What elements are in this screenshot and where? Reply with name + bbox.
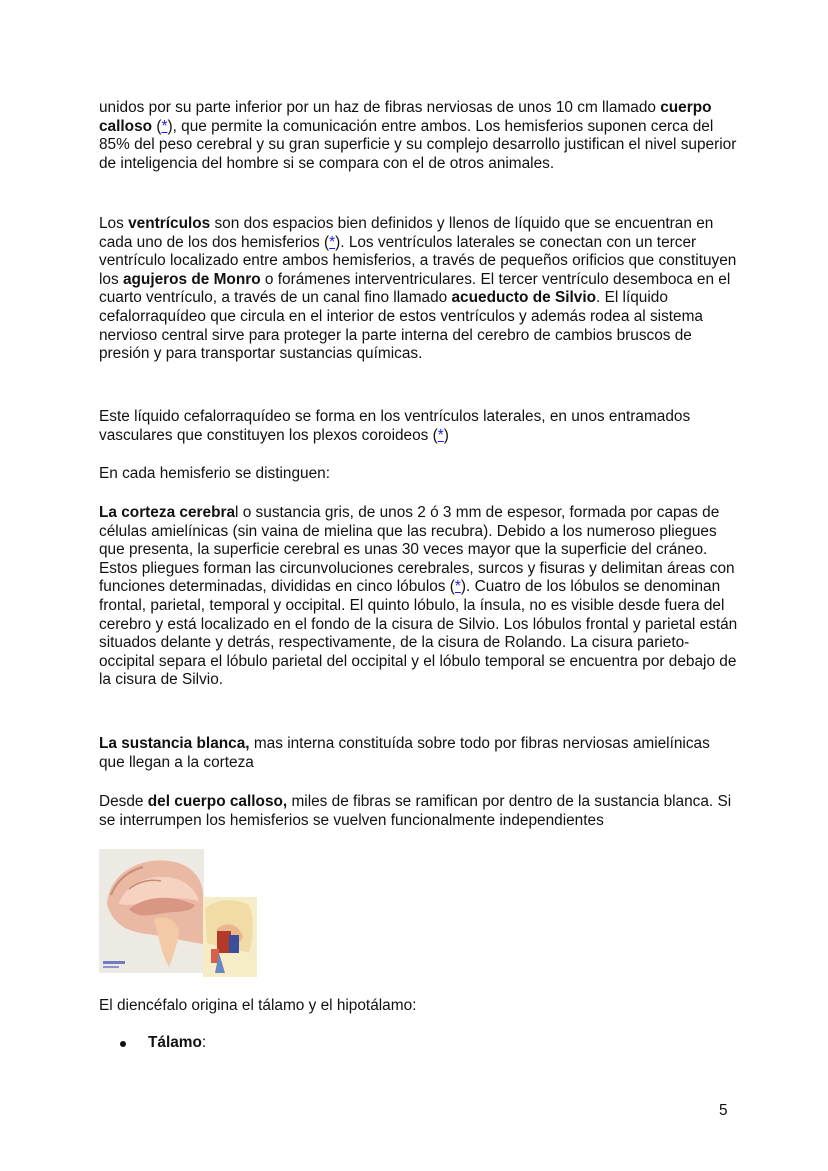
paragraph-fibras [99, 793, 739, 830]
paragraph-liquido [99, 408, 739, 445]
text-run: miles de fibras se ramifican por dentro de la sustancia blanca. Si se interrumpen los hemisferios se vuelven funcionalmente independientes [99, 793, 732, 829]
paragraph-corteza [99, 504, 739, 690]
text-run: Desde [99, 793, 148, 810]
text-run: ). Los ventrículos laterales se conectan con un tercer ventrículo localizado entre ambos hemisferios, a través de pequeños orificios que constituyen los [99, 233, 737, 288]
bold-term: Tálamo [148, 1034, 202, 1051]
text-run: ), que permite la comunicación entre ambos. Los hemisferios suponen cerca del 85% del peso cerebral y su gran superficie y su complejo desarrollo justifican el nivel superior de inteligencia del hombre si se compara con el de otros animales. [99, 117, 737, 172]
text-run: l o sustancia gris, de unos 2 ó 3 mm de espesor, formada por capas de células amielínicas (sin vaina de mielina que las recubra). Debido a los numeroso pliegues que presenta, la superficie cerebral es unas 30 veces mayor que la superficie del cráneo. Estos pliegues forman las circunvoluciones cerebrales, surcos y fisuras y delimitan áreas con funciones determinadas, divididas en cinco lóbulos ( [99, 504, 735, 596]
bold-term: agujeros de Monro [122, 270, 261, 288]
text-run: ( [152, 117, 162, 135]
text-run: ). Cuatro de los lóbulos se denominan frontal, parietal, temporal y occipital. El quinto lóbulo, la ínsula, no es visible desde fuera del cerebro y está localizado en el fondo de la cisura de Silvio. Los lóbulos frontal y parietal están situados delante y detrás, respectivamente, de la cisura de Rolando. La cisura parieto-occipital separa el lóbulo parietal del occipital y el lóbulo temporal se encuentra por debajo de la cisura de Silvio. [99, 578, 738, 689]
reference-link[interactable]: * [161, 117, 168, 135]
text-run: son dos espacios bien definidos y llenos de líquido que se encuentran en cada uno de los dos hemisferios ( [99, 215, 714, 251]
text-run: o forámenes interventriculares. El tercer ventrículo desemboca en el cuarto ventrículo, a través de un canal fino llamado [99, 270, 731, 307]
page-number: 5 [719, 1102, 728, 1119]
bold-term: La sustancia blanca, [99, 735, 250, 752]
reference-link[interactable]: * [329, 233, 336, 251]
paragraph-hemisferio [99, 465, 739, 484]
list-item-text [148, 1034, 206, 1053]
reference-link[interactable]: * [454, 578, 461, 596]
paragraph-ventriculos [99, 215, 739, 364]
text-run: . El líquido cefalorraquídeo que circula en el interior de estos ventrículos y además rodea al sistema nervioso central sirve para proteger la parte interna del cerebro de cambios bruscos de presión y para transportar sustancias químicas. [99, 289, 703, 363]
text-run: Este líquido cefalorraquídeo se forma en los ventrículos laterales, en unos entramados vasculares que constituyen los plexos coroideos ( [99, 408, 691, 444]
paragraph-diencefalo [99, 997, 739, 1016]
bold-term: del cuerpo calloso, [147, 793, 288, 810]
paragraph-cuerpo-calloso [99, 99, 739, 173]
bold-term: cuerpo calloso [99, 99, 712, 135]
bullet-icon [120, 1041, 126, 1047]
brain-sagittal-image [99, 849, 257, 977]
brain-illustration [99, 849, 257, 977]
text-run: En cada hemisferio se distinguen: [99, 465, 330, 482]
text-run: unidos por su parte inferior por un haz de fibras nerviosas de unos 10 cm llamado [99, 99, 661, 116]
paragraph-sustancia-blanca [99, 735, 739, 772]
text-run: Los [99, 215, 129, 232]
text-run: mas interna constituída sobre todo por fibras nerviosas amielínicas que llegan a la corteza [99, 735, 710, 771]
text-run: : [201, 1034, 207, 1051]
reference-link[interactable]: * [437, 426, 444, 444]
bold-term: ventrículos [128, 215, 211, 232]
bold-term: La corteza cerebra [99, 504, 236, 521]
bold-term: acueducto de Silvio [451, 289, 597, 307]
text-run: ) [443, 426, 449, 444]
text-run: El diencéfalo origina el tálamo y el hipotálamo: [99, 997, 417, 1014]
